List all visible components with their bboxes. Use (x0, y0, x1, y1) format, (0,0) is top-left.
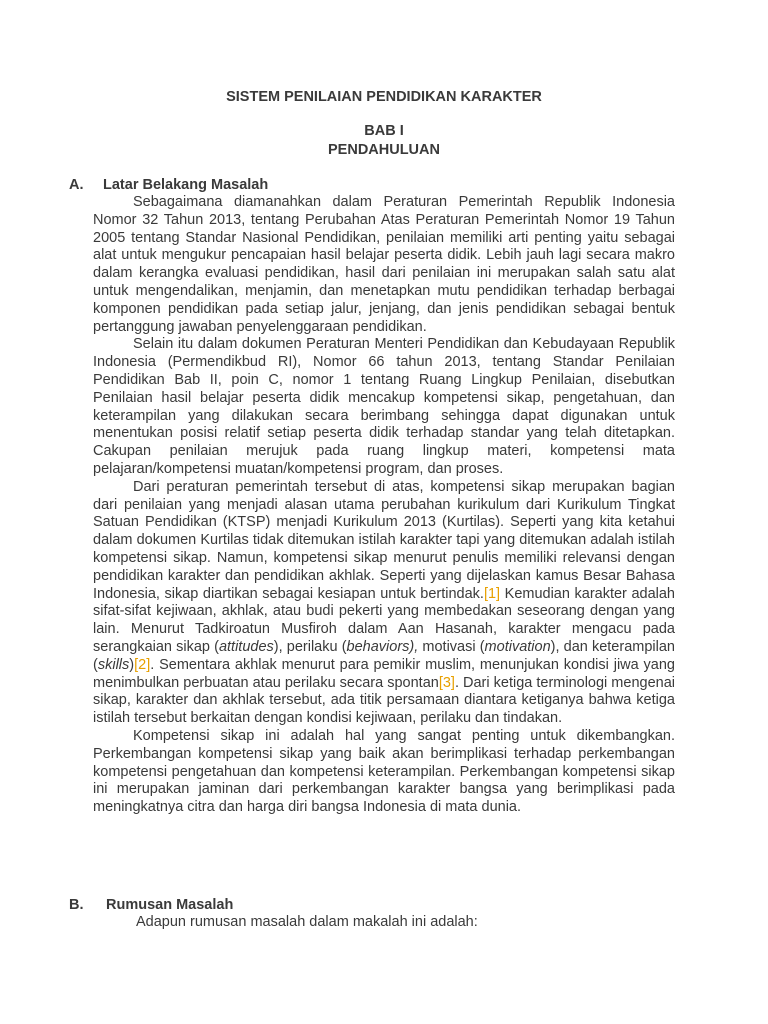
section-b-number: B. (69, 897, 84, 913)
section-b-title: Rumusan Masalah (106, 897, 234, 913)
footnote-ref-1[interactable]: [1] (483, 585, 501, 602)
section-b-heading (69, 897, 233, 913)
paragraph-3-part-3: ), perilaku ( (273, 638, 347, 655)
paragraph-1: Sebagaimana diamanahkan dalam Peraturan Pemerintah Republik Indonesia Nomor 32 Tahun 2013, tentang Perubahan Atas Peraturan Pemerintah Nomor 19 Tahun 2005 tentang Standar Nasional Pendidikan, penilaian memiliki arti penting yaitu sebagai alat untuk mengukur pencapaian hasil belajar peserta didik. Lebih jauh lagi secara makro dalam kerangka evaluasi pendidikan, hasil dari penilaian ini merupakan salah satu alat untuk mengendalikan, menjamin, dan menetapkan mutu pendidikan terhadap berbagai komponen pendidikan pada setiap jalur, jenjang, dan jenis pendidikan sebagai bentuk pertanggung jawaban penyelenggaraan pendidikan. (93, 194, 675, 335)
paragraph-3 (93, 479, 675, 728)
term-skills: skills (97, 656, 130, 673)
footnote-ref-2[interactable]: [2] (134, 656, 151, 673)
footnote-ref-3[interactable]: [3] (438, 674, 455, 691)
chapter-title: PENDAHULUAN (328, 142, 440, 158)
paragraph-3-part-2: Kemudian karakter adalah sifat-sifat kejiwaan, akhlak, atau budi pekerti yang membedakan seseorang dengan yang lain. Menurut Tadkiroatun Musfiroh dalam Aan Hasanah, karakter mengacu pada serangkaian sikap ( (93, 585, 675, 655)
paragraph-2: Selain itu dalam dokumen Peraturan Menteri Pendidikan dan Kebudayaan Republik Indonesia (Permendikbud RI), Nomor 66 tahun 2013, tentang Standar Penilaian Pendidikan Bab II, poin C, nomor 1 tentang Ruang Lingkup Penilaian, disebutkan Penilaian hasil belajar peserta didik mencakup kompetensi sikap, pengetahuan, dan keterampilan yang dilakukan secara berimbang sehingga dapat digunakan untuk menentukan posisi relatif setiap peserta didik terhadap standar yang telah ditetapkan. Cakupan penilaian merujuk pada ruang lingkup materi, kompetensi mata pelajaran/kompetensi muatan/kompetensi program, dan proses. (93, 336, 675, 477)
paragraph-3-part-4: motivasi ( (418, 638, 485, 655)
term-motivation: motivation (484, 638, 551, 655)
chapter-number: BAB I (364, 123, 404, 139)
section-a-heading (69, 177, 268, 193)
paragraph-4: Kompetensi sikap ini adalah hal yang sangat penting untuk dikembangkan. Perkembangan kompetensi sikap yang baik akan berimplikasi terhadap perkembangan kompetensi pengetahuan dan kompetensi keterampilan. Perkembangan kompetensi sikap ini merupakan jaminan dari perkembangan karakter bangsa yang berimplikasi pada meningkatnya citra dan harga diri bangsa Indonesia di mata dunia. (93, 727, 675, 816)
section-a-body (93, 194, 675, 817)
paragraph-3-part-7: . Sementara akhlak menurut para pemikir muslim, menunjukan kondisi jiwa yang menimbulkan perbuatan atau perilaku secara spontan (93, 656, 675, 691)
section-a-title: Latar Belakang Masalah (103, 177, 269, 193)
paragraph-3-part-8: . Dari ketiga terminologi mengenai sikap, karakter dan akhlak tersebut, ada titik persamaan diantara ketiganya bahwa ketiga istilah tersebut berkaitan dengan kondisi kejiwaan, perilaku dan tindakan. (93, 674, 675, 727)
section-b-intro: Adapun rumusan masalah dalam makalah ini adalah: (136, 914, 478, 930)
term-attitudes: attitudes (218, 638, 274, 655)
paragraph-3-part-6: ) (129, 656, 135, 673)
section-a-number: A. (69, 177, 84, 193)
term-behaviors: behaviors), (346, 638, 419, 655)
paragraph-3-part-5: ), dan keterampilan ( (93, 638, 675, 673)
paragraph-3-part-1: Dari peraturan pemerintah tersebut di atas, kompetensi sikap merupakan bagian dari penilaian yang menjadi alasan utama perubahan kurikulum dari Kurikulum Tingkat Satuan Pendidikan (KTSP) menjadi Kurikulum 2013 (Kurtilas). Seperti yang kita ketahui dalam dokumen Kurtilas tidak ditemukan istilah karakter tapi yang ditemukan adalah istilah kompetensi sikap. Namun, kompetensi sikap menurut penulis memiliki relevansi dengan pendidikan karakter dan pendidikan akhlak. Seperti yang dijelaskan kamus Besar Bahasa Indonesia, sikap diartikan sebagai kesiapan untuk bertindak. (93, 478, 675, 602)
document-title: SISTEM PENILAIAN PENDIDIKAN KARAKTER (226, 89, 542, 105)
